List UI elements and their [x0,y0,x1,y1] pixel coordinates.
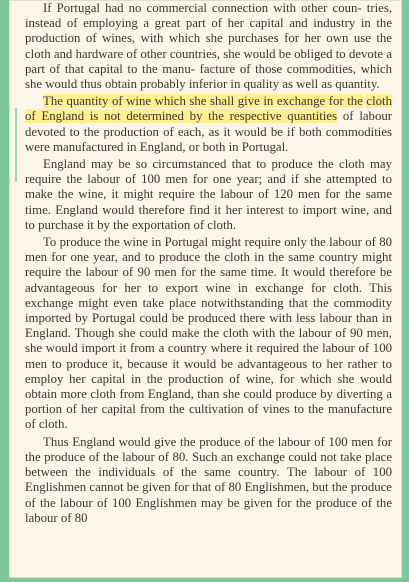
paragraph-5 [25,435,392,526]
line-13: could produce by diverting a portion of her capital from the [25,387,393,417]
line-4: It would therefore be advantageous for her to export wine in [25,265,393,295]
line-3: country might require the labour of 90 men for the same time. [25,250,393,280]
paragraph-1 [25,1,392,92]
line-2: tries, instead of employing a great part of her capital and [25,1,393,31]
line-11: her rather to employ her capital in the production of wine, for [25,356,392,386]
line-4: both commodities were manufactured in England, or both in [25,124,392,154]
line-5: Portugal. [241,139,289,154]
line-12: which she would obtain more cloth from England, than she [25,371,393,402]
line-4: country. The labour of 100 Englishmen cannot be given for [25,465,392,495]
book-page [9,0,402,578]
line-9: she would import it from a country where it required the labour [25,341,355,356]
line-5: that of 80 Englishmen, but the produce of the labour of 100 [25,480,392,510]
line-5: exchange for cloth. This exchange might even take place [25,280,393,310]
line-2: men for the produce of the labour of 80. Such an exchange [25,434,393,464]
line-1: Thus England would give the produce of the labour of 100 [43,434,348,449]
line-4: 120 men for the same time. England would therefore find it [25,187,392,217]
line-6: notwithstanding that the commodity imported by Portugal [25,295,393,326]
line-1: To produce the wine in Portugal might require only the labour [43,235,362,250]
line-3: of labour devoted to the production of each, as it would be if [25,109,393,139]
line-14: cultivation of vines to the manufacture of cloth. [25,402,392,432]
line-1: England may be so circumstanced that to produce the cloth [43,157,365,172]
line-6: facture of those commodities, which she would thus obtain [25,61,393,92]
line-2: may require the labour of 100 men for one year; and if she [25,157,392,187]
margin-mark [15,108,17,182]
line-2: cloth of England is not determined by the respective quantities [25,94,392,124]
page-text [25,1,392,528]
line-8: Though she could make the cloth with the labour of 90 men, [74,326,393,341]
line-3: industry in the production of wines, with which she purchases [25,16,392,46]
line-2: of 80 men for one year, and to produce the cloth in the same [25,235,393,265]
line-1: The quantity of wine which she shall give in exchange for the [43,94,363,109]
line-5: would be obliged to devote a part of that capital to the manu- [25,46,392,76]
line-6: of cloth. [193,217,237,232]
line-7: could be produced there with less labour than in England. [25,311,392,341]
line-5: her interest to import wine, and to purchase it by the exportation [25,202,392,232]
line-6: Englishmen may be given for the produce of the labour of 80 [25,495,392,525]
line-3: attempted to make the wine, it might require the labour of [25,172,392,202]
paragraph-2 [25,94,392,155]
paragraph-4 [25,235,392,433]
line-10: of 100 men to produce it, because it would be advantageous to [25,341,393,371]
line-1: If Portugal had no commercial connection with other coun- [43,1,362,15]
line-3: could not take place between the individuals of the same [25,449,392,480]
paragraph-3 [25,157,392,233]
line-7: probably inferior in quality as well as quantity. [140,77,380,92]
line-4: for her own use the cloth and hardware of other countries, she [25,31,392,61]
